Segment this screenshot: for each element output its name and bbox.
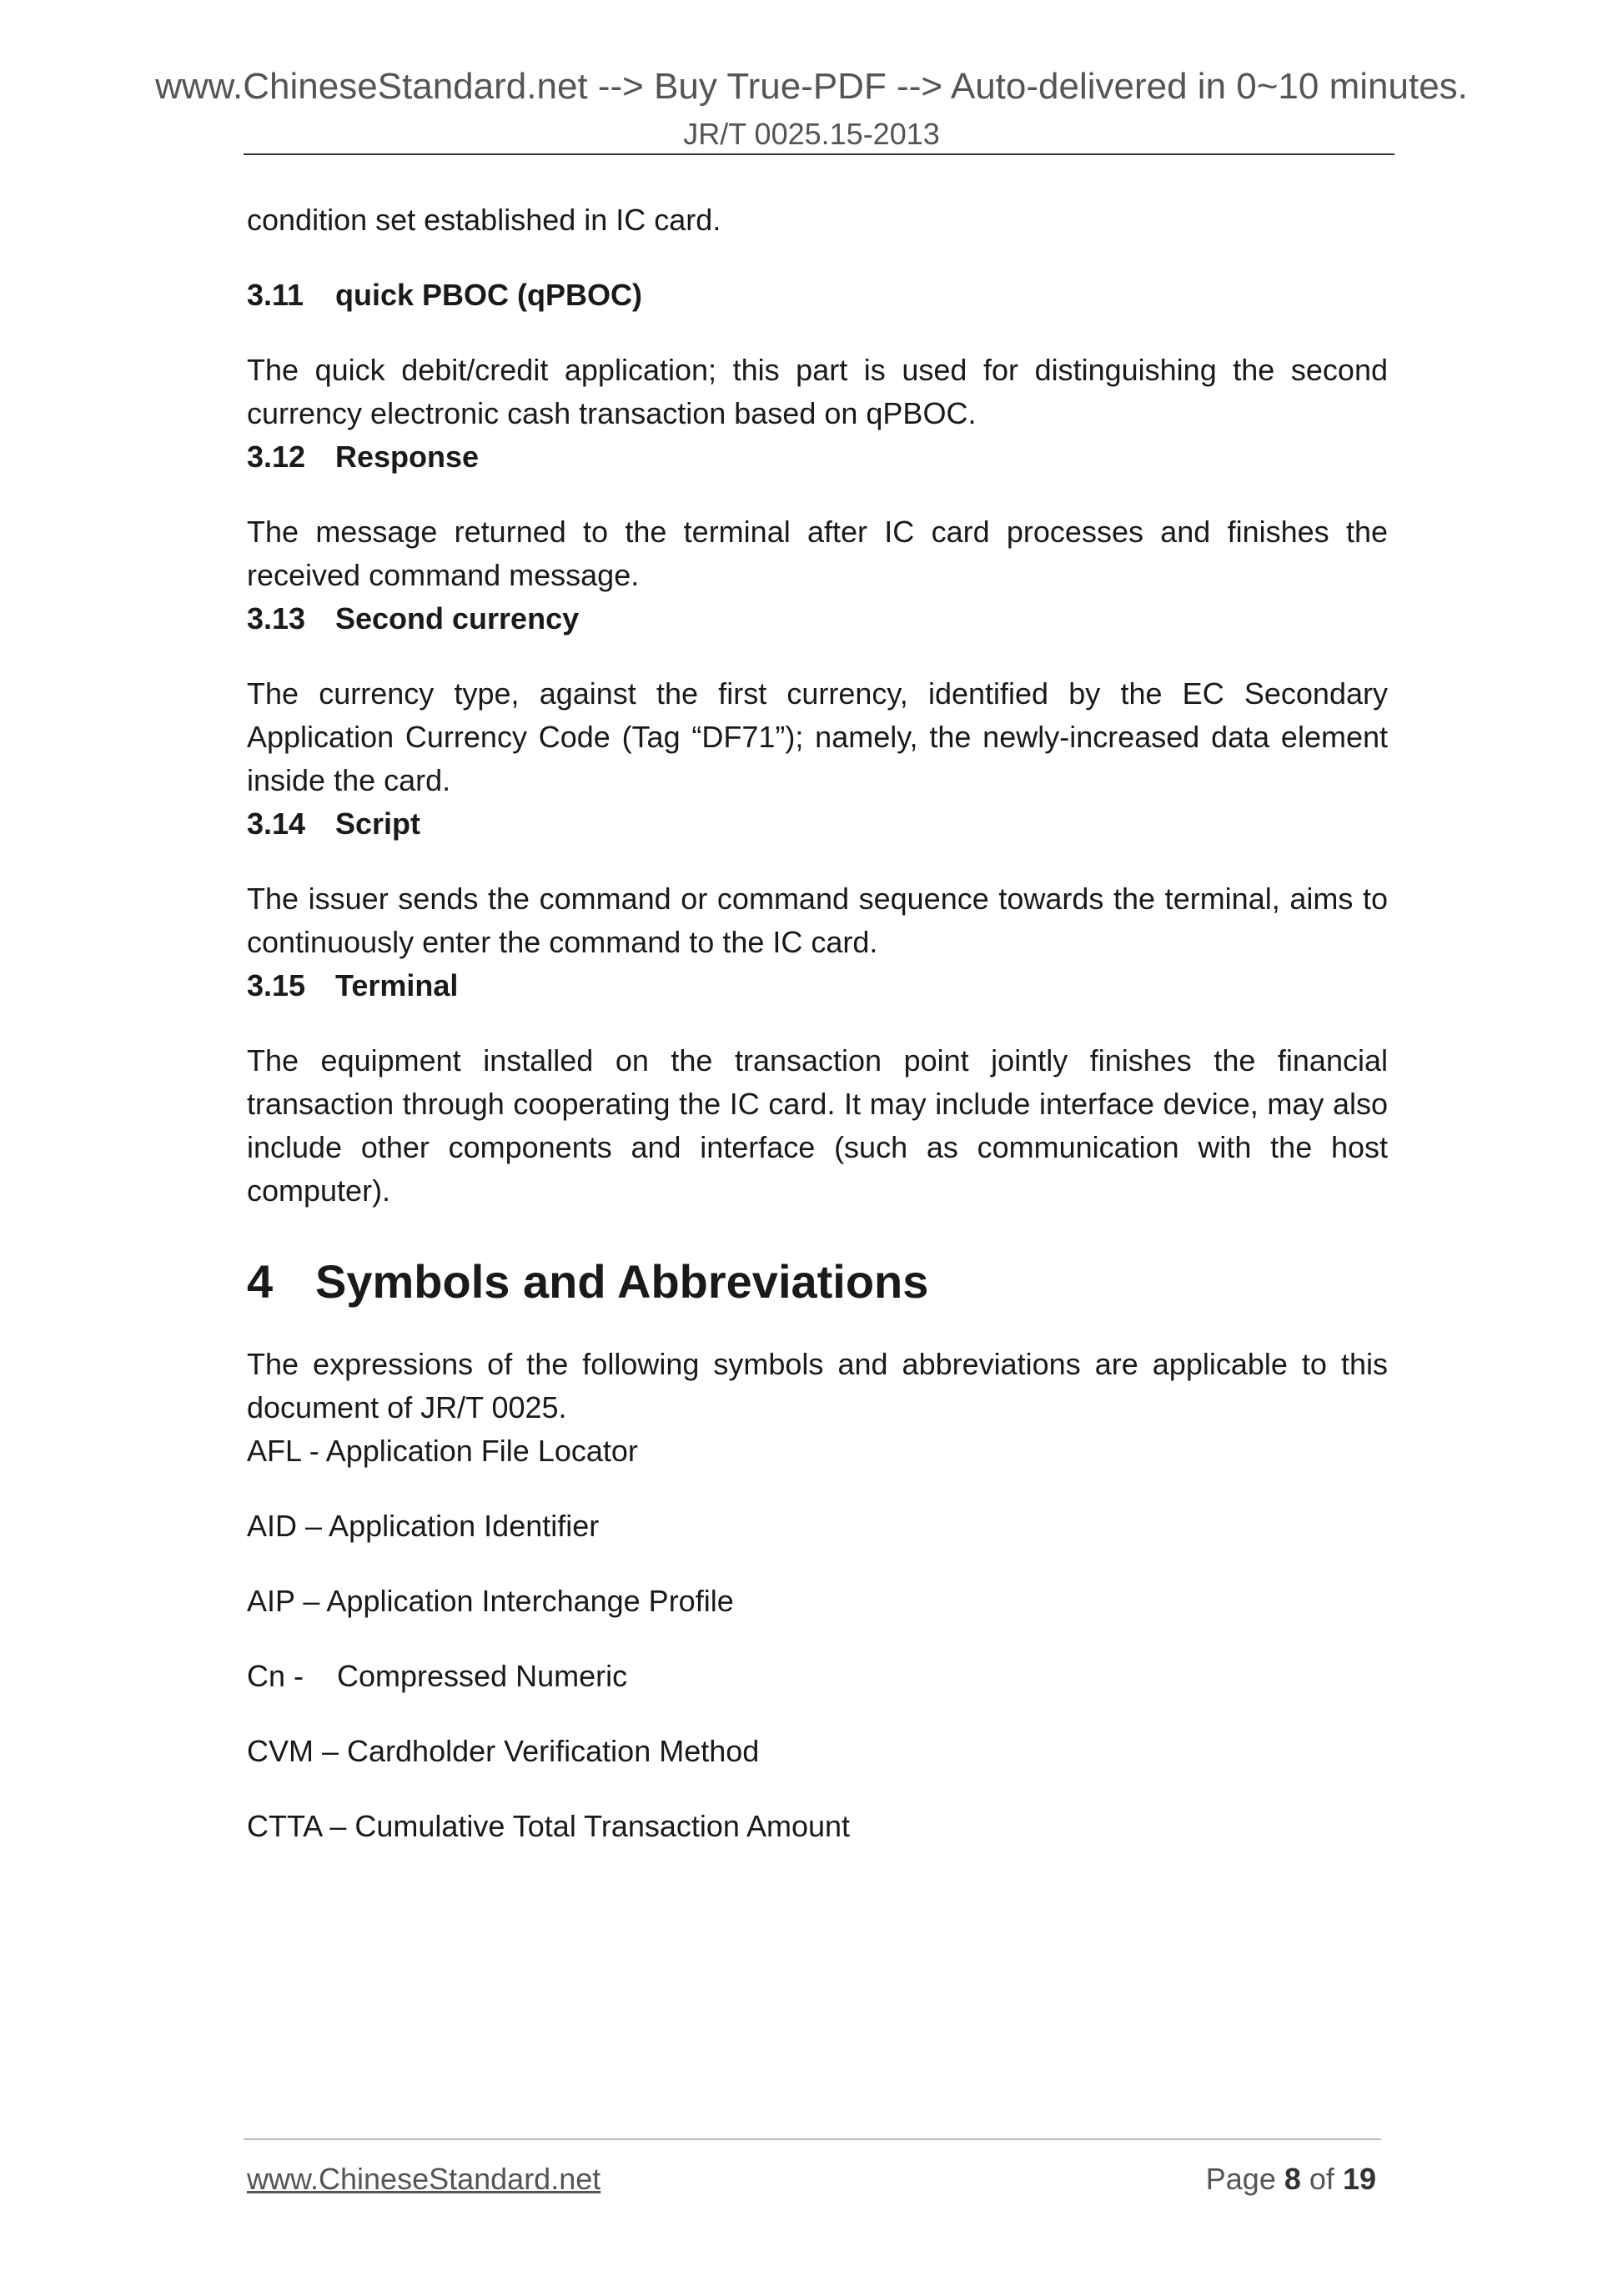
term-number: 3.14: [247, 806, 306, 841]
term-definition: The message returned to the terminal after IC card processes and finishes the received command message.: [247, 515, 1388, 592]
term-title: Terminal: [335, 968, 459, 1002]
footer-divider: [244, 2138, 1381, 2140]
abbreviation-list: [247, 1429, 1388, 1848]
abbreviation-item: AID – Application Identifier: [247, 1509, 600, 1543]
term-3-11: [247, 274, 1388, 435]
term-title: Second currency: [335, 601, 580, 636]
term-title: quick PBOC (qPBOC): [335, 278, 643, 312]
abbreviation-item: Cn - Compressed Numeric: [247, 1659, 628, 1693]
page-current: 8: [1284, 2162, 1301, 2196]
section-title: Symbols and Abbreviations: [315, 1255, 929, 1308]
section-heading: [247, 1253, 1388, 1311]
page-of: of: [1309, 2162, 1334, 2196]
header-standard-number: JR/T 0025.15-2013: [683, 117, 940, 151]
term-definition: The equipment installed on the transaction point jointly finishes the financial transaction through cooperating the IC card. It may include interface device, may also include other components and interface (such as communication with the host computer).: [247, 1043, 1388, 1208]
term-heading: [247, 964, 1388, 1007]
section-intro: The expressions of the following symbols and abbreviations are applicable to this document of JR/T 0025.: [247, 1347, 1388, 1424]
term-number: 3.11: [247, 278, 304, 312]
abbreviation-item: CTTA – Cumulative Total Transaction Amount: [247, 1809, 851, 1843]
page-content: [247, 198, 1388, 1880]
section-number: 4: [247, 1255, 274, 1308]
abbreviation-item: CVM – Cardholder Verification Method: [247, 1734, 760, 1768]
term-3-13: [247, 597, 1388, 802]
header-promo-line: www.ChineseStandard.net --> Buy True-PDF --> Auto-delivered in 0~10 minutes.: [155, 66, 1468, 107]
term-heading: [247, 597, 1388, 641]
abbreviation-item: AFL - Application File Locator: [247, 1434, 638, 1468]
page-total: 19: [1342, 2162, 1376, 2196]
term-3-14: [247, 802, 1388, 964]
continued-paragraph: condition set established in IC card.: [247, 203, 721, 237]
term-3-15: [247, 964, 1388, 1213]
term-number: 3.13: [247, 601, 306, 636]
abbreviation-item: AIP – Application Interchange Profile: [247, 1584, 734, 1618]
term-title: Response: [335, 440, 480, 474]
term-definition: The quick debit/credit application; this part is used for distinguishing the second currency electronic cash transaction based on qPBOC.: [247, 353, 1388, 430]
term-definition: The issuer sends the command or command sequence towards the terminal, aims to continuously enter the command to the IC card.: [247, 882, 1388, 959]
footer-site-link[interactable]: www.ChineseStandard.net: [247, 2162, 601, 2196]
term-number: 3.15: [247, 968, 306, 1002]
term-heading: [247, 274, 1388, 317]
term-title: Script: [335, 806, 421, 841]
term-definition: The currency type, against the first currency, identified by the EC Secondary Application Currency Code (Tag “DF71”); namely, the newly-increased data element inside the card.: [247, 676, 1388, 797]
header-divider: [244, 153, 1394, 155]
term-heading: [247, 802, 1388, 846]
page-number: [1206, 2162, 1376, 2197]
page-word: Page: [1205, 2162, 1276, 2196]
term-number: 3.12: [247, 440, 306, 474]
term-heading: [247, 435, 1388, 479]
term-3-12: [247, 435, 1388, 597]
